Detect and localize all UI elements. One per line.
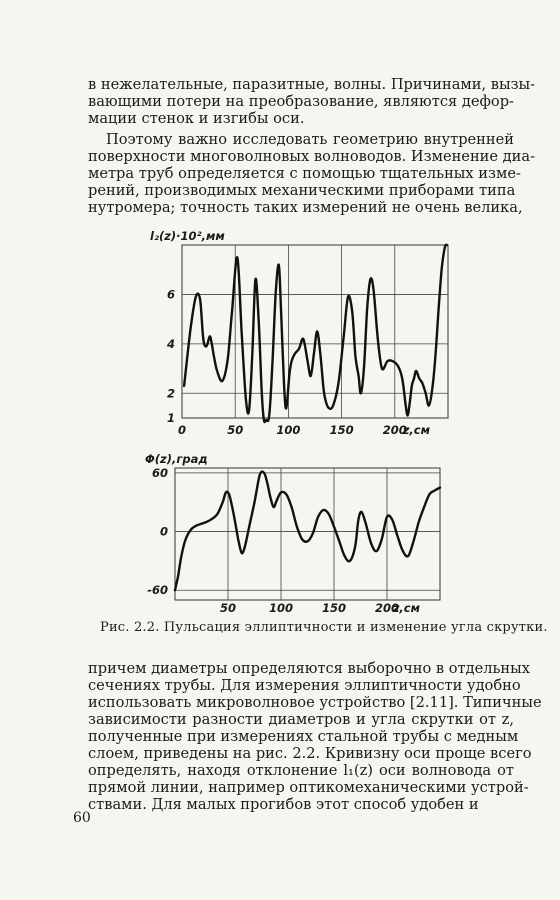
y-tick-label: -60 [147,583,168,598]
x-tick-label: 100 [268,601,294,615]
text-line: слоем, приведены на рис. 2.2. Кривизну оси проще всего [88,745,532,762]
text-line: ствами. Для малых прогибов этот способ удобен и [88,796,479,813]
text-line: метра труб определяется с помощью тщательных изме- [88,165,521,182]
page-number: 60 [73,810,91,826]
y-tick-label: 60 [151,465,168,480]
x-tick-label: 100 [276,423,301,437]
plot-frame [175,468,440,600]
y-axis-label: l₂(z)·10²,мм [150,229,225,243]
text-line: полученные при измерениях стальной трубы с медным [88,728,519,745]
series-line [175,472,440,591]
text-line: сечениях трубы. Для измерения эллиптичности удобно [88,677,521,694]
text-line: использовать микроволновое устройство [2.11]. Типичные [88,694,542,711]
text-line: вающими потери на преобразование, являются дефор- [88,93,514,110]
text-line: мации стенок и изгибы оси. [88,110,305,127]
series-line [184,245,447,422]
y-tick-label: 2 [166,386,175,401]
text-line: прямой линии, например оптикомеханическими устрой- [88,779,529,796]
text-line: поверхности многоволновых волноводов. Изменение диа- [88,148,536,165]
text-line: рений, производимых механическими приборами типа [88,182,516,199]
x-axis-label: z,см [392,601,420,615]
x-tick-label: 0 [177,423,187,437]
text-line: Поэтому важно исследовать геометрию внутренней [106,131,514,148]
y-tick-label: 0 [159,524,168,539]
paragraph-3 [88,660,542,813]
y-tick-label: 4 [166,336,175,351]
x-tick-label: 50 [219,601,237,615]
x-tick-label: 150 [329,423,354,437]
y-tick-label: 1 [166,411,175,425]
y-axis-label: Φ(z),град [145,452,208,466]
text-line: определять, находя отклонение l₁(z) оси волновода от [88,762,514,779]
text-line: зависимости разности диаметров и угла скрутки от z, [88,711,514,728]
text-line: нутромера; точность таких измерений не очень велика, [88,199,523,216]
x-tick-label: 150 [321,601,347,615]
text-line: причем диаметры определяются выборочно в отдельных [88,660,530,677]
figure-caption: Рис. 2.2. Пульсация эллиптичности и изменение угла скрутки. [100,620,548,635]
x-tick-label: 200 [382,423,407,437]
plot-frame [182,245,448,418]
x-tick-label: 50 [227,423,244,437]
y-tick-label: 6 [166,287,175,302]
x-axis-label: z,см [402,423,430,437]
x-tick-label: 200 [374,601,400,615]
text-line: в нежелательные, паразитные, волны. Причинами, вызы- [88,76,536,93]
